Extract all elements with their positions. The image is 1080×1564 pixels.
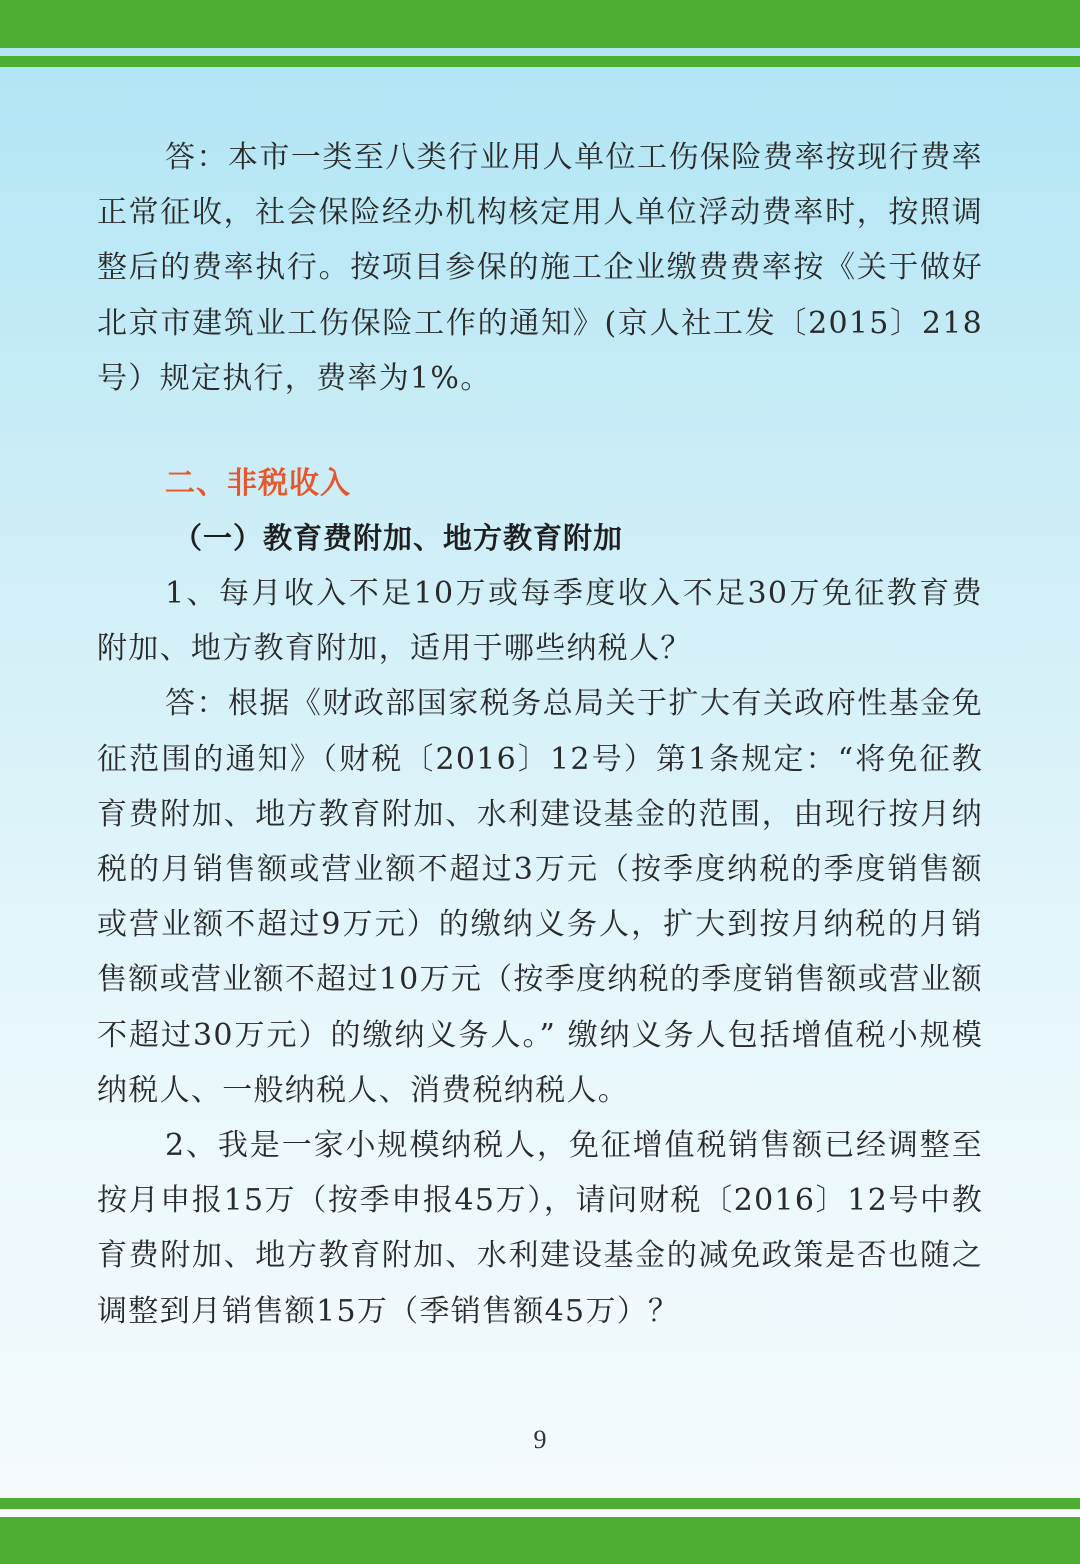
bottom-green-band bbox=[0, 1517, 1080, 1564]
top-green-line bbox=[0, 56, 1080, 67]
page-content bbox=[97, 130, 983, 1339]
answer-1: 答：根据《财政部国家税务总局关于扩大有关政府性基金免征范围的通知》（财税〔2016〕12号）第1条规定：“将免征教育费附加、地方教育附加、水利建设基金的范围，由现行按月纳税的月销售额或营业额不超过3万元（按季度纳税的季度销售额或营业额不超过9万元）的缴纳义务人，扩大到按月纳税的月销售额或营业额不超过10万元（按季度纳税的季度销售额或营业额不超过30万元）的缴纳义务人。” 缴纳义务人包括增值税小规模纳税人、一般纳税人、消费税纳税人。 bbox=[97, 686, 983, 1108]
subsection-title-education-surcharge: （一）教育费附加、地方教育附加 bbox=[173, 521, 624, 556]
answer-paragraph-workers-compensation: 答：本市一类至八类行业用人单位工伤保险费率按现行费率正常征收，社会保险经办机构核定用人单位浮动费率时，按照调整后的费率执行。按项目参保的施工企业缴费费率按《关于做好北京市建筑业工伤保险工作的通知》(京人社工发〔2015〕218号）规定执行，费率为1%。 bbox=[97, 140, 983, 396]
bottom-green-line bbox=[0, 1498, 1080, 1509]
page-number: 9 bbox=[533, 1425, 547, 1454]
section-title-non-tax-income: 二、非税收入 bbox=[165, 466, 351, 502]
question-1: 1、每月收入不足10万或每季度收入不足30万免征教育费附加、地方教育附加，适用于哪些纳税人？ bbox=[97, 576, 983, 667]
top-green-band bbox=[0, 0, 1080, 48]
question-2: 2、我是一家小规模纳税人，免征增值税销售额已经调整至按月申报15万（按季申报45万），请问财税〔2016〕12号中教育费附加、地方教育附加、水利建设基金的减免政策是否也随之调整到月销售额15万（季销售额45万）？ bbox=[97, 1128, 983, 1329]
